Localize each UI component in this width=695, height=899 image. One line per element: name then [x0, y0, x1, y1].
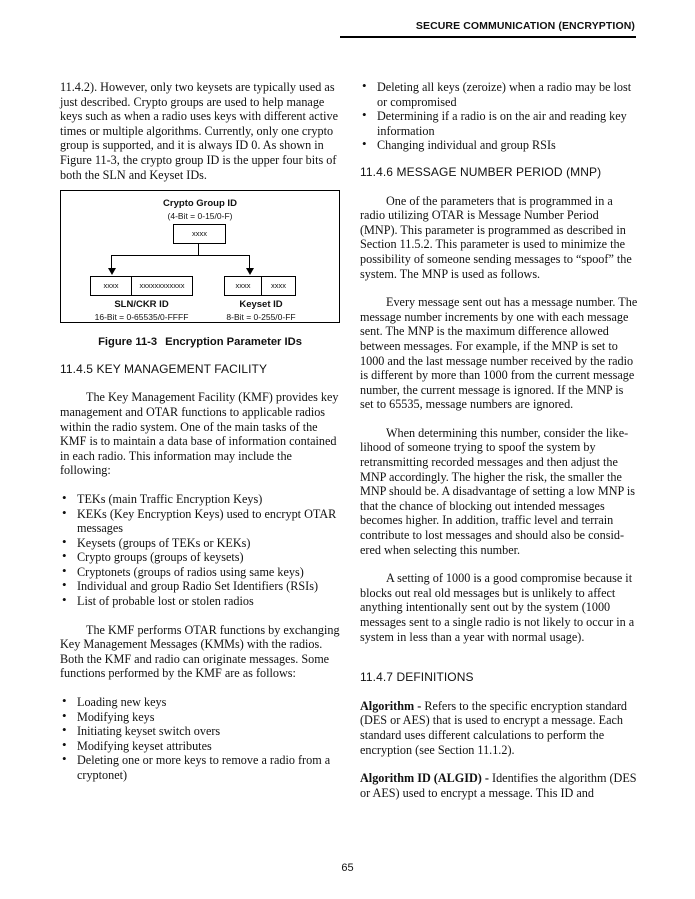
- kmf-functions-list: [60, 695, 340, 783]
- list-item: • TEKs (main Traffic Encryption Keys): [60, 492, 340, 507]
- figure-caption: [60, 335, 340, 350]
- list-item: • Initiating keyset switch overs: [60, 724, 340, 739]
- section-heading-11-4-7: 11.4.7 DEFINITIONS: [360, 670, 474, 685]
- list-item: • Individual and group Radio Set Identifiers (RSIs): [60, 579, 340, 594]
- page-number: 65: [341, 862, 354, 874]
- crypto-group-title: Crypto Group ID: [163, 198, 237, 210]
- kmf-info-list: [60, 492, 340, 609]
- definition-algorithm: [360, 699, 638, 757]
- left-column: [60, 80, 340, 783]
- connector-line: [111, 255, 250, 256]
- running-header: SECURE COMMUNICATION (ENCRYPTION): [415, 20, 635, 32]
- list-item: • Deleting all keys (zeroize) when a radio may be lost or compromised: [360, 80, 638, 109]
- keyset-title: Keyset ID: [239, 299, 283, 311]
- definition-text: Refers to the specific encryption standard (DES or AES) that is used to encrypt a message. Each standard uses different calculations to perform the encryption (see Section 11.1.2).: [360, 698, 628, 757]
- kmf-paragraph-1: The Key Management Facility (KMF) provides key management and OTAR functions to applicable radios within the radio system. One of the main tasks of the KMF is to maintain a data base of information contained in each radio. This information may include the following:: [60, 390, 339, 478]
- definition-term: Algorithm -: [360, 698, 422, 713]
- list-item: • Determining if a radio is on the air and reading key information: [360, 109, 638, 138]
- sln-ckr-title: SLN/CKR ID: [114, 299, 169, 311]
- connector-line: [111, 255, 112, 269]
- figure-number: Figure 11-3: [98, 336, 158, 349]
- mnp-paragraph-4: A setting of 1000 is a good compromise because it blocks out real old messages but is unlikely to affect anything intentionally sent out by the system (1000 messages sent to a single radio is not likely to occur in a system in less than a year with normal usage).: [360, 571, 635, 644]
- section-heading-11-4-6: 11.4.6 MESSAGE NUMBER PERIOD (MNP): [360, 164, 602, 179]
- sln-ckr-cell-upper: xxxx: [103, 280, 119, 290]
- figure-encryption-parameter-ids: [60, 190, 340, 323]
- definition-term: Algorithm ID (ALGID) -: [360, 771, 489, 786]
- list-item: • Deleting one or more keys to remove a radio from a cryptonet): [60, 753, 340, 782]
- header-rule: [340, 36, 636, 38]
- list-item: • Keysets (groups of TEKs or KEKs): [60, 536, 340, 551]
- arrow-down-icon: [108, 268, 116, 275]
- right-column: [360, 80, 638, 800]
- list-item: • Loading new keys: [60, 695, 340, 710]
- crypto-group-box: [173, 224, 226, 244]
- arrow-down-icon: [246, 268, 254, 275]
- kmf-functions-list-continued: [360, 80, 638, 153]
- keyset-box: [224, 276, 296, 296]
- kmf-paragraph-2: The KMF performs OTAR functions by exchanging Key Management Messages (KMMs) with the radios. Both the KMF and radio can originate messages. Some functions performed by the KMF are as follows:: [60, 622, 340, 681]
- sln-ckr-box: [90, 276, 193, 296]
- mnp-paragraph-3: When determining this number, consider the likelihood of someone trying to spoof the system by retransmitting recorded messages and then adjust the MNP accordingly. The higher the risk, the smaller the MNP should be. A disadvantage of setting a low MNP is that the chance of blocking out intended messages becomes higher. In addition, traffic level and terrain contribute to lost messages and should also be considered when selecting this number.: [360, 425, 635, 557]
- keyset-cell-lower: xxxx: [261, 277, 295, 295]
- sln-ckr-subtitle: 16-Bit = 0-65535/0-FFFF: [94, 312, 189, 323]
- mnp-paragraph-2: Every message sent out has a message number. The message number increments by one with each message sent. The MNP is the maximum difference allowed between messages. For example, if the MNP is set to 1000 and the last message number received by the radio is different by more than 1000 from the current message number, the current message is ignored. If the MNP is set to 65535, message numbers are ignored.: [360, 295, 638, 412]
- intro-paragraph: 11.4.2). However, only two keysets are typically used as just described. Crypto groups are used to help manage keys such as when a radio uses keys with different active times or multiple algorithms. Currently, only one crypto group is supported, and it is always ID 0. As shown in Figure 11-3, the crypto group ID is the upper four bits of both the SLN and Keyset IDs.: [60, 80, 338, 182]
- list-item: • KEKs (Key Encryption Keys) used to encrypt OTAR messages: [60, 507, 340, 536]
- list-item: • List of probable lost or stolen radios: [60, 594, 340, 609]
- definition-algorithm-id: [360, 771, 638, 800]
- keyset-cell-upper: xxxx: [235, 280, 251, 290]
- figure-caption-text: Encryption Parameter IDs: [165, 336, 302, 349]
- list-item: • Crypto groups (groups of keysets): [60, 550, 340, 565]
- list-item: • Modifying keys: [60, 710, 340, 725]
- definition-text: Identifies the algorithm (DES or AES) used to encrypt a message. This ID and: [360, 771, 637, 800]
- keyset-subtitle: 8-Bit = 0-255/0-FF: [226, 312, 296, 323]
- list-item: • Modifying keyset attributes: [60, 739, 340, 754]
- list-item: • Cryptonets (groups of radios using same keys): [60, 565, 340, 580]
- sln-ckr-cell-lower: xxxxxxxxxxxx: [131, 277, 192, 295]
- section-heading-11-4-5: 11.4.5 KEY MANAGEMENT FACILITY: [60, 361, 268, 376]
- connector-line: [249, 255, 250, 269]
- mnp-paragraph-1: One of the parameters that is programmed in a radio utilizing OTAR is Message Number Period (MNP). This parameter is programmed as described in Section 11.5.2. This parameter is used to minimize the possibility of someone sending messages to “spoof” the system. The MNP is used as follows.: [360, 193, 632, 281]
- crypto-group-subtitle: (4-Bit = 0-15/0-F): [167, 211, 233, 222]
- list-item: • Changing individual and group RSIs: [360, 138, 638, 153]
- crypto-group-cell: xxxx: [192, 228, 207, 238]
